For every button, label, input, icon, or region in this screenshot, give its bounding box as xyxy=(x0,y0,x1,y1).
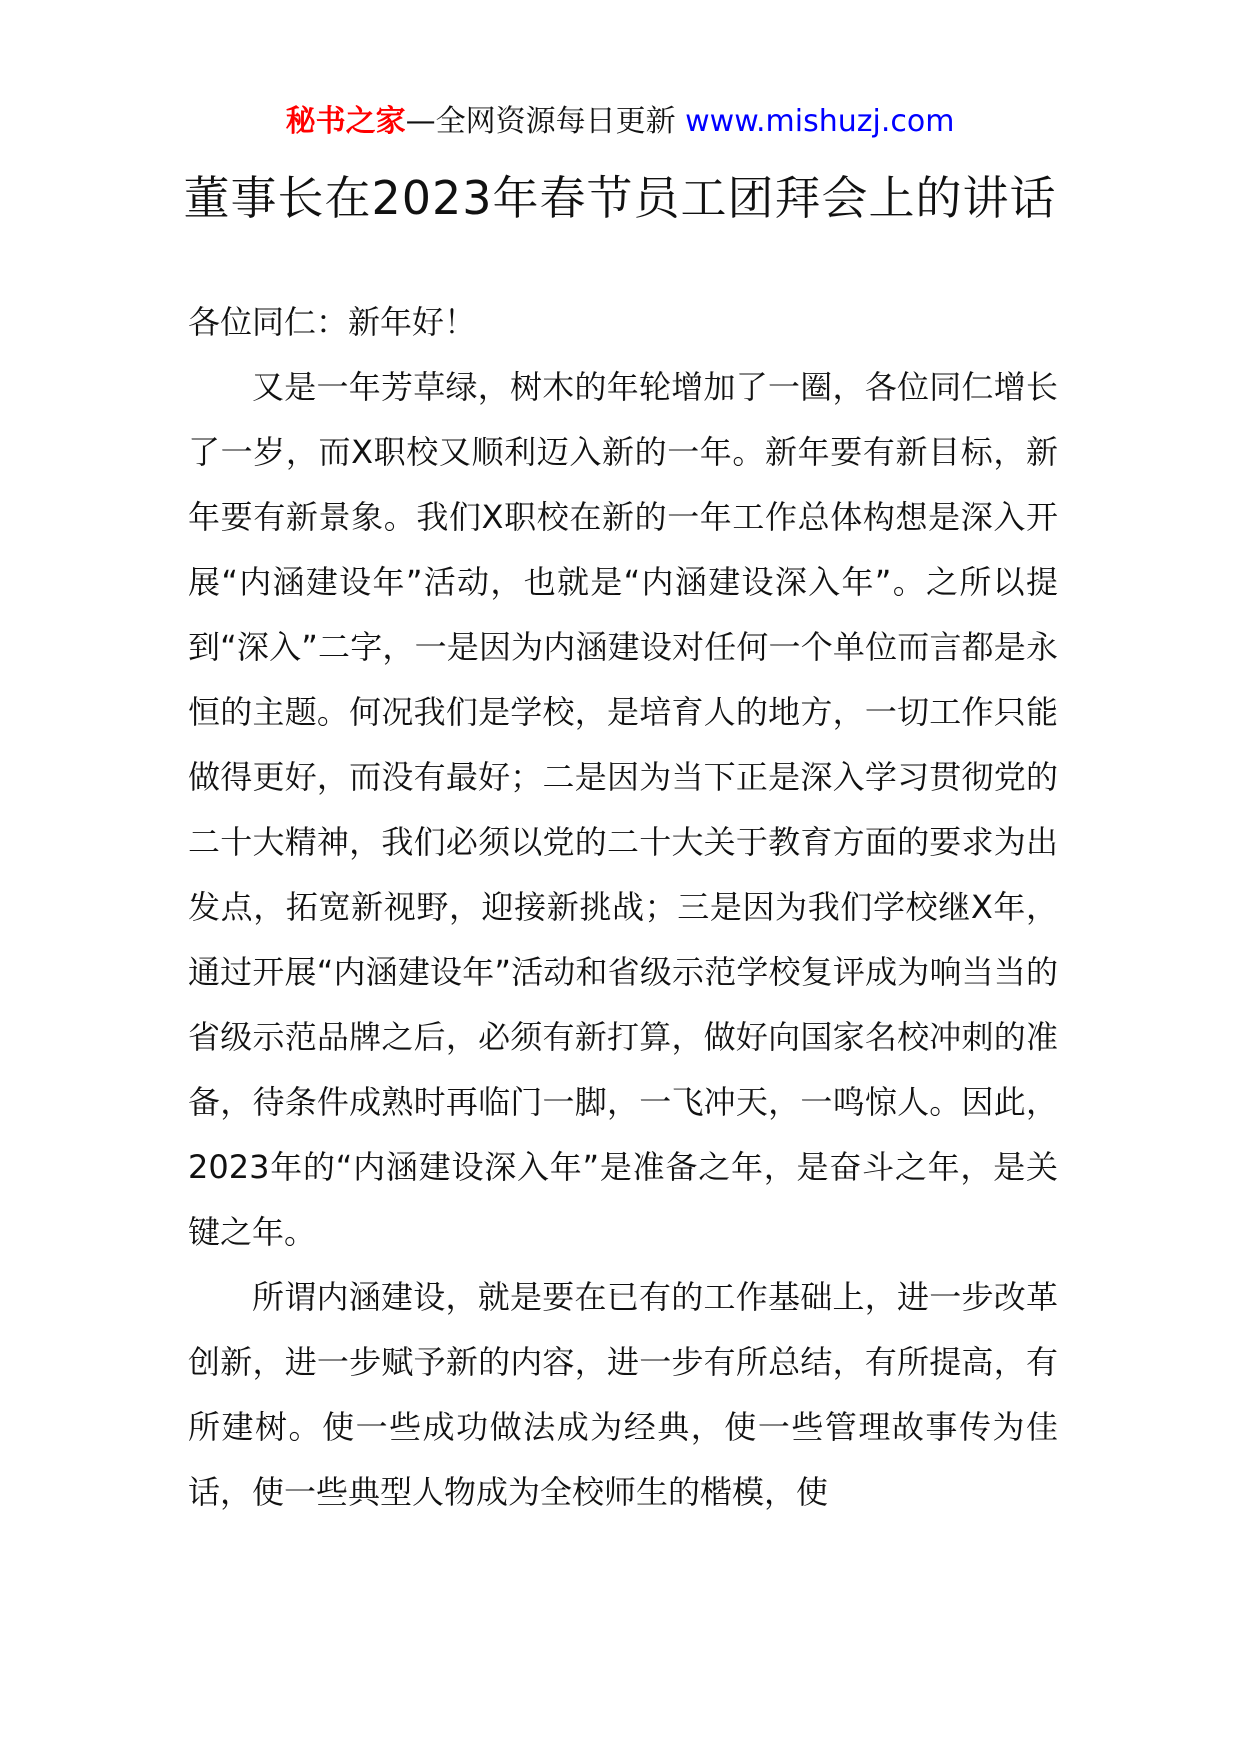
document-title: 董事长在2023年春节员工团拜会上的讲话 xyxy=(183,171,1057,225)
brand-name: 秘书之家 xyxy=(285,104,406,139)
document-body xyxy=(188,290,1058,1525)
header-tagline: —全网资源每日更新 xyxy=(405,104,686,139)
watermark-header xyxy=(0,100,1240,144)
site-link[interactable]: www.mishuzj.com xyxy=(685,104,955,139)
paragraph: 所谓内涵建设，就是要在已有的工作基础上，进一步改革创新，进一步赋予新的内容，进一步有所总结，有所提高，有所建树。使一些成功做法成为经典，使一些管理故事传为佳话，使一些典型人物成为全校师生的楷模，使 xyxy=(188,1278,1058,1511)
paragraph: 又是一年芳草绿，树木的年轮增加了一圈，各位同仁增长了一岁，而X职校又顺利迈入新的一年。新年要有新目标，新年要有新景象。我们X职校在新的一年工作总体构想是深入开展“内涵建设年”活动，也就是“内涵建设深入年”。之所以提到“深入”二字，一是因为内涵建设对任何一个单位而言都是永恒的主题。何况我们是学校，是培育人的地方，一切工作只能做得更好，而没有最好；二是因为当下正是深入学习贯彻党的二十大精神，我们必须以党的二十大关于教育方面的要求为出发点，拓宽新视野，迎接新挑战；三是因为我们学校继X年，通过开展“内涵建设年”活动和省级示范学校复评成为响当当的省级示范品牌之后，必须有新打算，做好向国家名校冲刺的准备，待条件成熟时再临门一脚，一飞冲天，一鸣惊人。因此，2023年的“内涵建设深入年”是准备之年，是奋斗之年，是关键之年。 xyxy=(188,368,1058,1251)
salutation: 各位同仁：新年好！ xyxy=(188,303,477,341)
